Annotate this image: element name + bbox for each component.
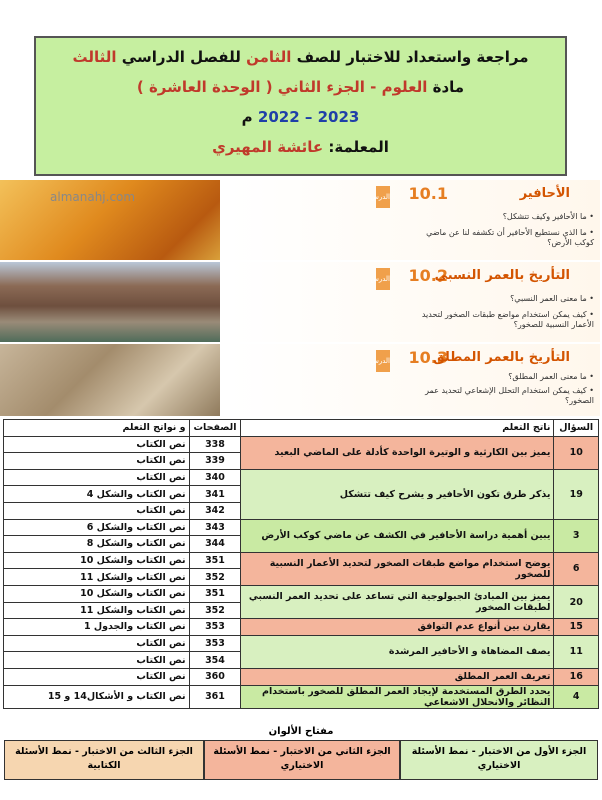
lesson-10-3 [0, 344, 600, 416]
lesson-number: 10.3 [408, 348, 448, 367]
book-reference-cell: نص الكتاب والشكل 6 [4, 519, 190, 536]
lesson-text-area [230, 180, 600, 260]
book-reference-cell: نص الكتاب والجدول 1 [4, 619, 190, 636]
page-cell: 343 [189, 519, 241, 536]
table-header-row [4, 420, 599, 437]
document-header [34, 36, 567, 176]
page-cell: 339 [189, 453, 241, 470]
page-cell: 360 [189, 668, 241, 685]
header-line-1 [36, 42, 565, 72]
question-cell: 6 [554, 552, 599, 585]
question-cell: 11 [554, 635, 599, 668]
outcome-cell: يوضح استخدام مواضع طبقات الصخور لتحديد الأعمار النسبية للصخور [241, 552, 554, 585]
page-cell: 351 [189, 585, 241, 602]
question-cell: 19 [554, 469, 599, 519]
grade-text: الثامن [246, 48, 292, 66]
lesson-question: • ما معنى العمر النسبي؟ [510, 294, 594, 303]
outcome-cell: يذكر طرق تكون الأحافير و يشرح كيف تتشكل [241, 469, 554, 519]
book-reference-cell: نص الكتاب [4, 436, 190, 453]
outcome-cell: يميز بين الكارثية و الوتيرة الواحدة كأدلة على الماضي البعيد [241, 436, 554, 469]
year-text: 2022 – 2023 [257, 108, 360, 126]
outcome-cell: يبين أهمية دراسة الأحافير في الكشف عن ماضي كوكب الأرض [241, 519, 554, 552]
book-reference-cell: نص الكتاب [4, 453, 190, 470]
question-cell: 15 [554, 619, 599, 636]
question-cell: 16 [554, 668, 599, 685]
book-reference-cell: نص الكتاب والشكل 10 [4, 585, 190, 602]
page-cell: 352 [189, 602, 241, 619]
outcome-cell: يميز بين المبادئ الجيولوجية التي تساعد على تحديد العمر النسبي لطبقات الصخور [241, 585, 554, 618]
header-text: مراجعة واستعداد للاختبار للصف [296, 48, 529, 66]
page-cell: 344 [189, 536, 241, 553]
page-cell: 342 [189, 502, 241, 519]
lesson-title: التأريخ بالعمر النسبي [434, 268, 570, 283]
header-line-4 [36, 132, 565, 162]
geologists-image [0, 344, 220, 416]
unit-text: - الجزء الثاني ( الوحدة العاشرة ) [136, 78, 377, 96]
lesson-question: • ما معنى العمر المطلق؟ [508, 372, 594, 381]
color-key-title: مفتاح الألوان [268, 726, 334, 737]
lesson-title: التأريخ بالعمر المطلق [433, 350, 570, 365]
book-reference-cell: نص الكتاب [4, 502, 190, 519]
lesson-question: • ما الأحافير وكيف تتشكل؟ [502, 212, 594, 221]
lesson-text-area [230, 344, 600, 416]
page-cell: 352 [189, 569, 241, 586]
watermark: almanahj.com [50, 190, 136, 204]
lesson-number: 10.2 [408, 266, 448, 285]
lesson-text-area [230, 262, 600, 342]
lesson-tag: الدرس [376, 186, 390, 208]
teacher-name: عائشة المهيري [212, 138, 324, 156]
outcomes-table [3, 419, 599, 709]
lesson-question: • كيف يمكن استخدام مواضع طبقات الصخور لتحديد الأعمار النسبية للصخور؟ [421, 310, 594, 329]
page-cell: 338 [189, 436, 241, 453]
question-cell: 3 [554, 519, 599, 552]
page-cell: 361 [189, 685, 241, 708]
rock-layers-image [0, 262, 220, 342]
book-reference-cell: نص الكتاب [4, 668, 190, 685]
page-cell: 351 [189, 552, 241, 569]
table-row [4, 619, 599, 636]
book-reference-cell: نص الكتاب [4, 652, 190, 669]
column-header-question: السؤال [554, 420, 599, 437]
question-cell: 4 [554, 685, 599, 708]
page-cell: 341 [189, 486, 241, 503]
lesson-10-2 [0, 262, 600, 342]
key-part-2: الجزء الثاني من الاختبار - نمط الأسئلة الاختياري [204, 740, 400, 780]
table-row [4, 668, 599, 685]
header-text: للفصل الدراسي [121, 48, 241, 66]
outcome-cell: تعريف العمر المطلق [241, 668, 554, 685]
header-text: مادة [432, 78, 465, 96]
year-suffix: م [241, 108, 253, 126]
outcome-cell: يقارن بين أنواع عدم التوافق [241, 619, 554, 636]
column-header-pages: الصفحات [189, 420, 241, 437]
book-reference-cell: نص الكتاب والشكل 11 [4, 569, 190, 586]
lesson-title: الأحافير [519, 186, 570, 201]
book-reference-cell: نص الكتاب والشكل 8 [4, 536, 190, 553]
table-row [4, 585, 599, 602]
table-row [4, 436, 599, 453]
header-line-2 [36, 72, 565, 102]
subject-text: العلوم [381, 78, 428, 96]
header-line-3 [36, 102, 565, 132]
lesson-number: 10.1 [408, 184, 448, 203]
book-reference-cell: نص الكتاب [4, 469, 190, 486]
table-row [4, 519, 599, 536]
column-header-book: و نواتج التعلم [4, 420, 190, 437]
teacher-label: المعلمة: [328, 138, 389, 156]
book-reference-cell: نص الكتاب والشكل 10 [4, 552, 190, 569]
column-header-outcome: ناتج التعلم [241, 420, 554, 437]
outcome-cell: يصف المضاهاة و الأحافير المرشدة [241, 635, 554, 668]
lesson-tag: الدرس [376, 350, 390, 372]
outcome-cell: يحدد الطرق المستخدمة لإيجاد العمر المطلق للصخور باستخدام النظائر والانحلال الاشعاعي [241, 685, 554, 708]
book-reference-cell: نص الكتاب [4, 635, 190, 652]
book-reference-cell: نص الكتاب والشكل 4 [4, 486, 190, 503]
lesson-question: • كيف يمكن استخدام التحلل الإشعاعي لتحديد عمر الصخور؟ [425, 386, 594, 405]
lesson-question: • ما الذي نستطيع الأحافير أن تكشفه لنا عن ماضي كوكب الأرض؟ [426, 228, 594, 247]
key-part-3: الجزء الثالث من الاختبار - نمط الأسئلة الكتابية [4, 740, 204, 780]
term-text: الثالث [72, 48, 117, 66]
page-cell: 353 [189, 635, 241, 652]
page-cell: 340 [189, 469, 241, 486]
table-row [4, 635, 599, 652]
page-cell: 354 [189, 652, 241, 669]
question-cell: 10 [554, 436, 599, 469]
table-row [4, 552, 599, 569]
table-row [4, 685, 599, 708]
page-cell: 353 [189, 619, 241, 636]
table-row [4, 469, 599, 486]
key-part-1: الجزء الأول من الاختبار - نمط الأسئلة الاختياري [400, 740, 598, 780]
book-reference-cell: نص الكتاب و الأشكال14 و 15 [4, 685, 190, 708]
question-cell: 20 [554, 585, 599, 618]
lesson-tag: الدرس [376, 268, 390, 290]
book-reference-cell: نص الكتاب والشكل 11 [4, 602, 190, 619]
